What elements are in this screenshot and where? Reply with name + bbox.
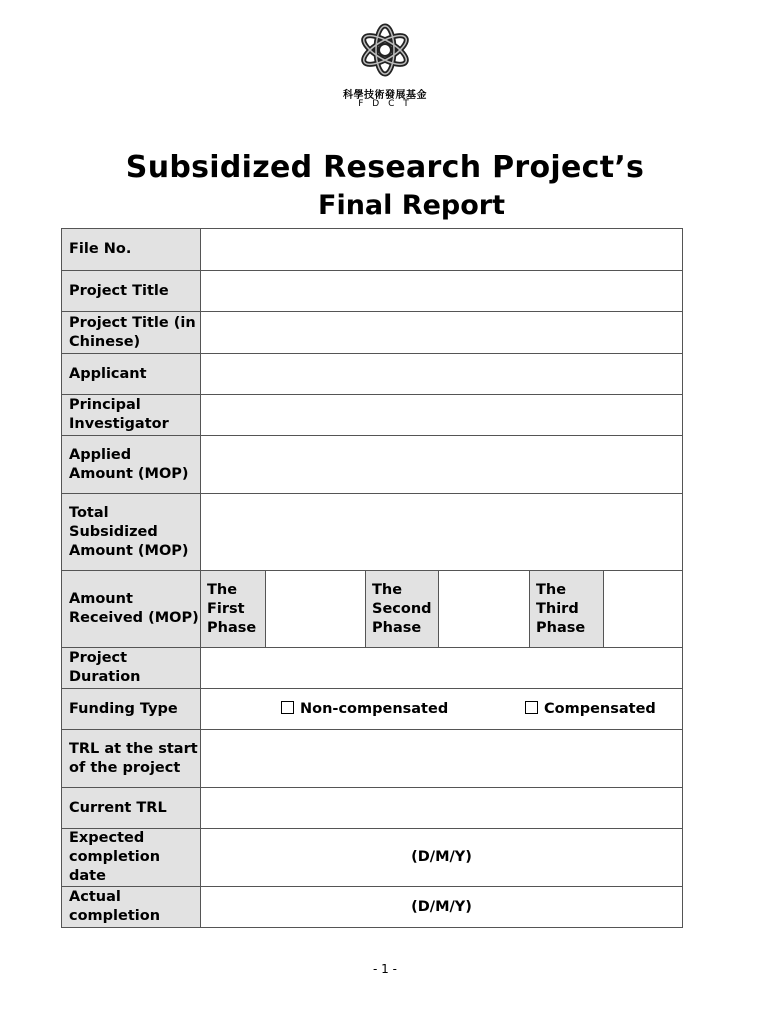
phase3-label: The Third Phase <box>530 571 604 648</box>
trl-start-label: TRL at the start of the project <box>62 730 201 788</box>
applied-amount-field[interactable] <box>201 436 683 494</box>
actual-completion-field[interactable] <box>201 887 683 928</box>
file-no-field[interactable] <box>201 229 683 271</box>
current-trl-label: Current TRL <box>62 788 201 829</box>
fdct-logo <box>330 22 440 114</box>
principal-investigator-field[interactable] <box>201 395 683 436</box>
applicant-field[interactable] <box>201 354 683 395</box>
compensated-label: Compensated <box>544 701 656 717</box>
non-compensated-option[interactable] <box>281 700 448 719</box>
applied-amount-label: Applied Amount (MOP) <box>62 436 201 494</box>
non-compensated-checkbox[interactable] <box>281 701 294 714</box>
project-title-cn-field[interactable] <box>201 312 683 354</box>
report-form-table <box>61 228 683 928</box>
actual-completion-label: Actual completion <box>62 887 201 928</box>
logo-chinese-name: 科學技術發展基金 <box>343 90 427 101</box>
project-title-field[interactable] <box>201 271 683 312</box>
project-title-label: Project Title <box>62 271 201 312</box>
applicant-label: Applicant <box>62 354 201 395</box>
project-title-cn-label: Project Title (in Chinese) <box>62 312 201 354</box>
page-number: - 1 - <box>373 962 397 976</box>
phase2-label: The Second Phase <box>366 571 439 648</box>
total-subsidized-field[interactable] <box>201 494 683 571</box>
funding-type-field <box>201 689 683 730</box>
date-format-hint: (D/M/Y) <box>411 849 472 865</box>
project-duration-field[interactable] <box>201 648 683 689</box>
project-duration-label: Project Duration <box>62 648 201 689</box>
total-subsidized-label: Total Subsidized Amount (MOP) <box>62 494 201 571</box>
non-compensated-label: Non-compensated <box>300 701 449 717</box>
file-no-label: File No. <box>62 229 201 271</box>
phase2-amount-field[interactable] <box>439 571 530 648</box>
phase1-amount-field[interactable] <box>266 571 366 648</box>
date-format-hint: (D/M/Y) <box>411 898 472 915</box>
page-title: Subsidized Research Project’s <box>125 150 645 185</box>
expected-completion-label: Expected completion date <box>62 829 201 887</box>
phase1-label: The First Phase <box>201 571 266 648</box>
logo-abbrev: F D C T <box>358 99 412 109</box>
principal-investigator-label: Principal Investigator <box>62 395 201 436</box>
compensated-checkbox[interactable] <box>525 701 538 714</box>
current-trl-field[interactable] <box>201 788 683 829</box>
compensated-option[interactable] <box>525 700 656 719</box>
amount-received-label: Amount Received (MOP) <box>62 571 201 648</box>
phase3-amount-field[interactable] <box>604 571 683 648</box>
trl-start-field[interactable] <box>201 730 683 788</box>
expected-completion-field[interactable] <box>201 829 683 887</box>
atom-flower-icon <box>356 22 414 82</box>
page-subtitle: Final Report <box>318 190 505 221</box>
funding-type-label: Funding Type <box>62 689 201 730</box>
